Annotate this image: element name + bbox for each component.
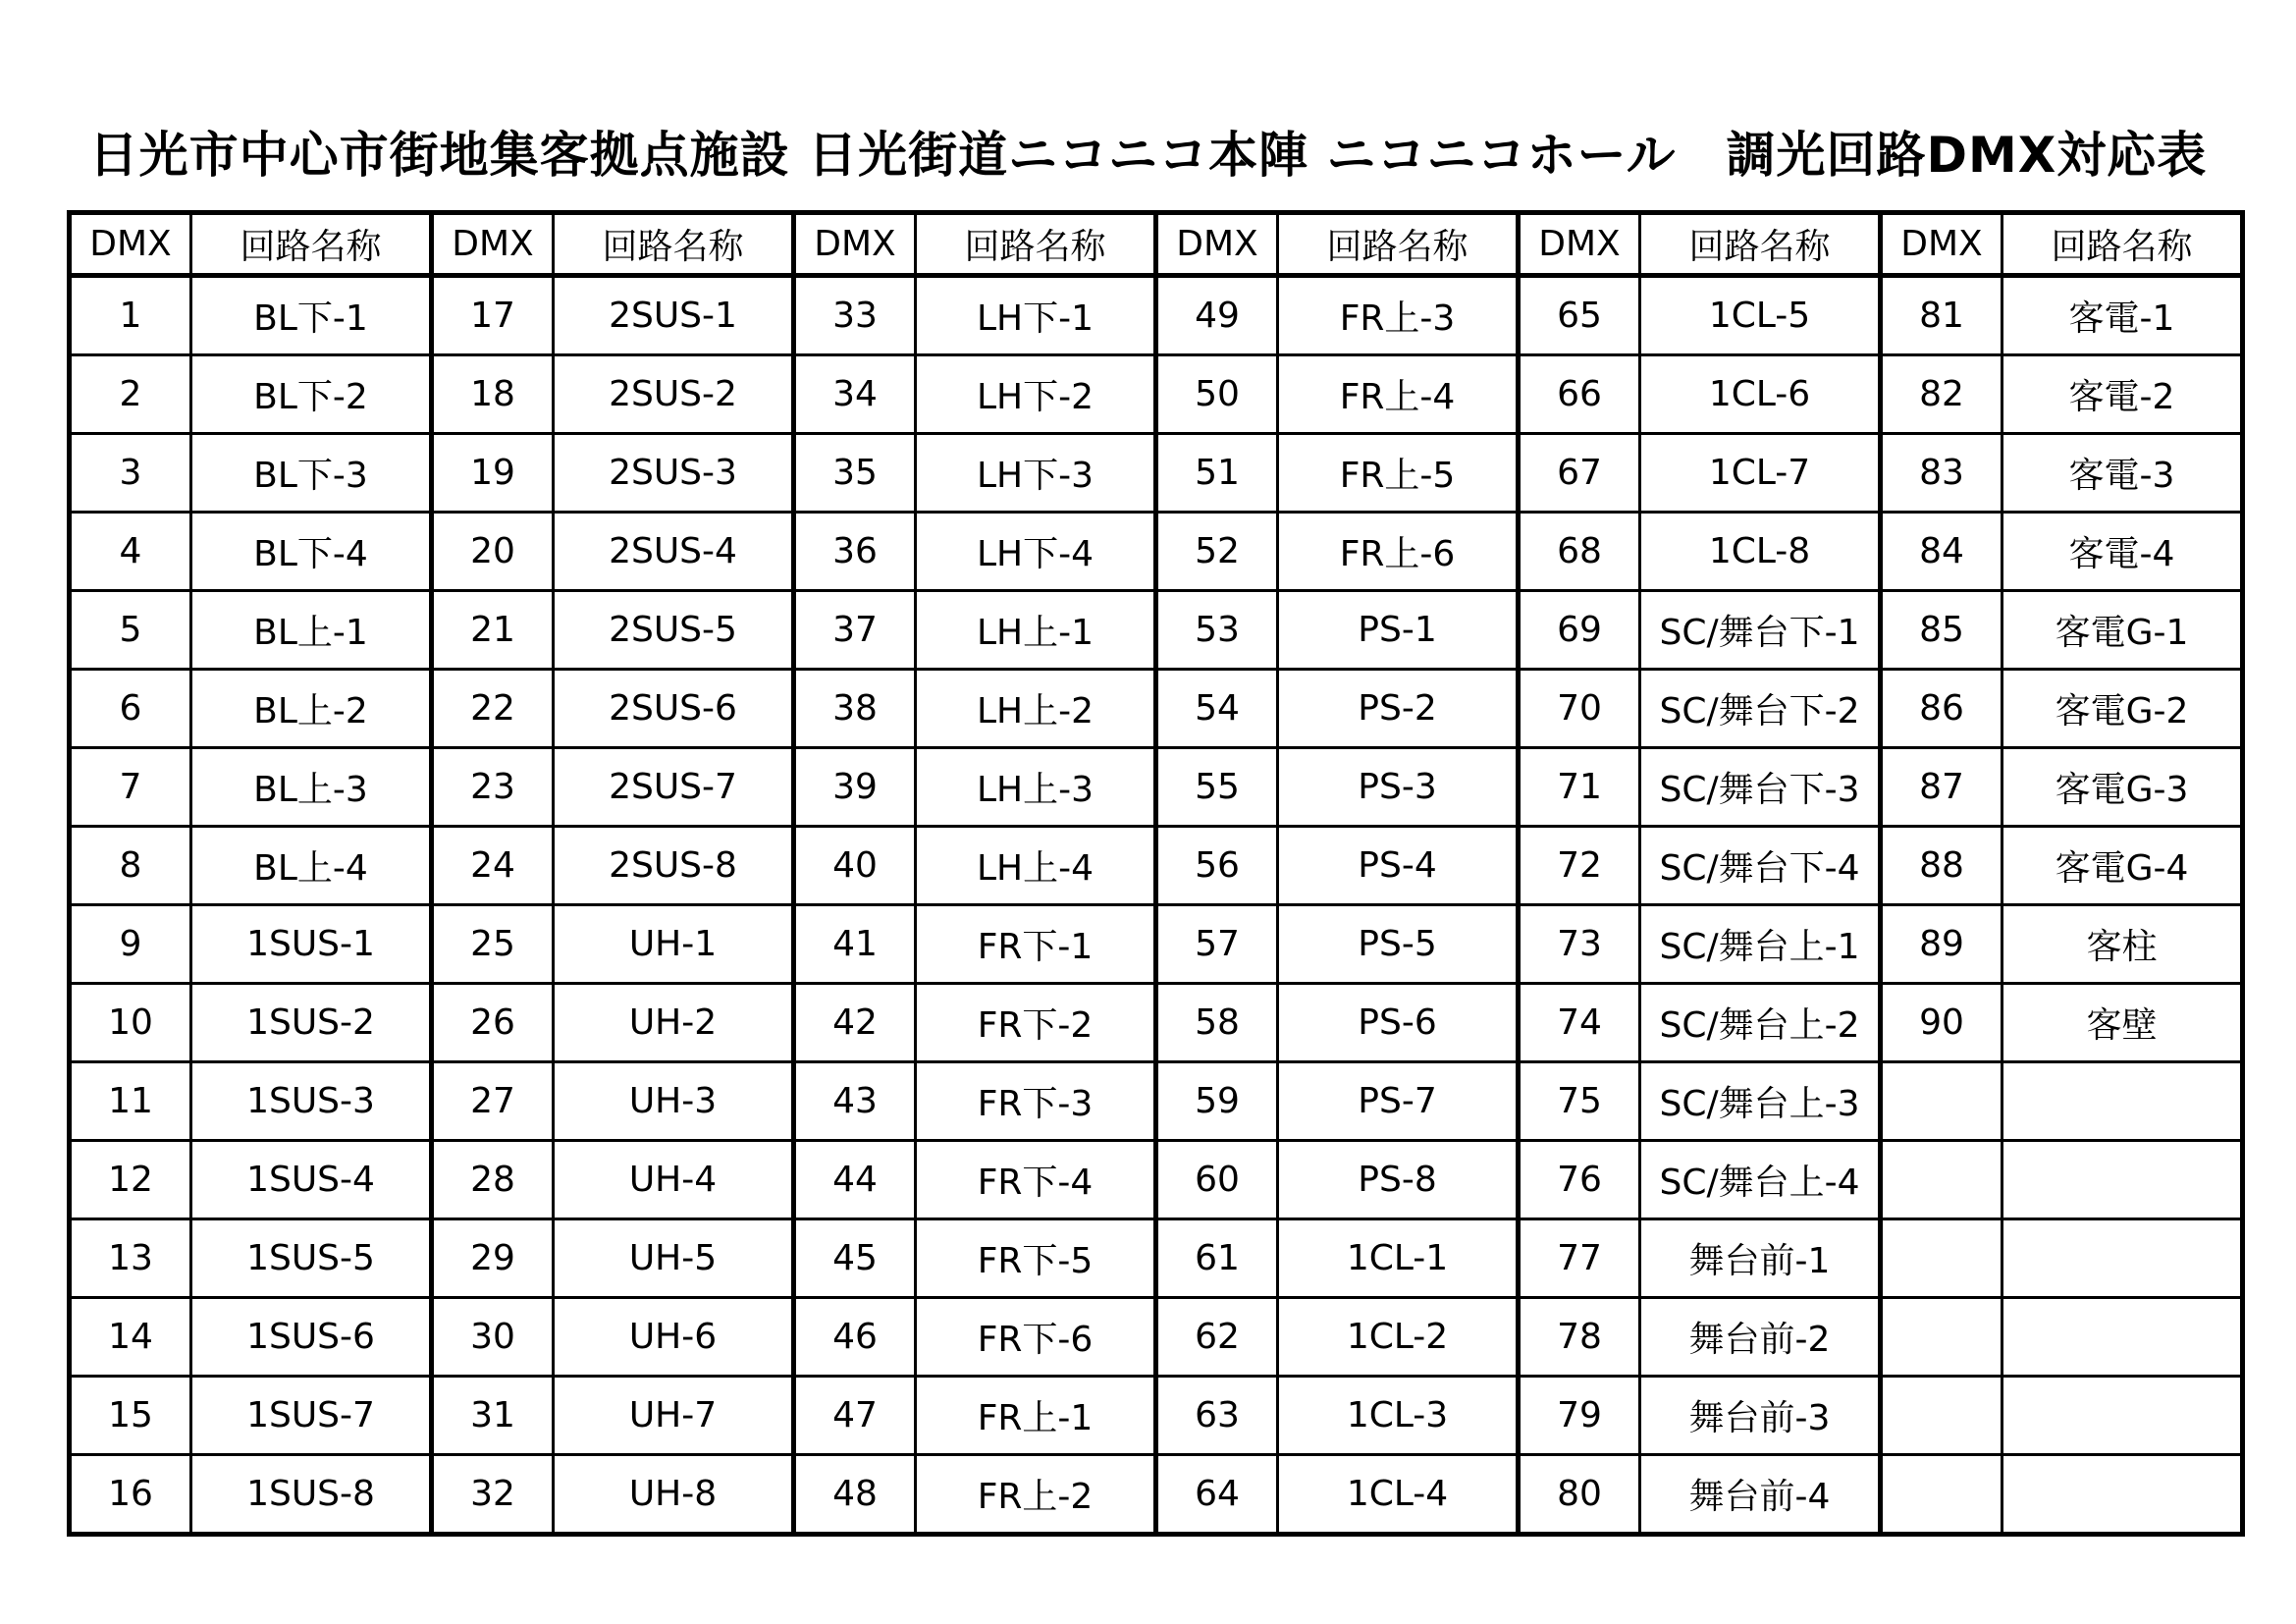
dmx-cell: 67 bbox=[1519, 434, 1640, 513]
table-row bbox=[70, 1062, 2243, 1141]
dmx-cell: 49 bbox=[1156, 276, 1278, 355]
circuit-name-cell: FR下-1 bbox=[916, 905, 1156, 984]
table-row bbox=[70, 434, 2243, 513]
dmx-cell: 26 bbox=[432, 984, 554, 1062]
circuit-name-cell: 客電-1 bbox=[2002, 276, 2243, 355]
dmx-cell: 56 bbox=[1156, 827, 1278, 905]
dmx-cell: 82 bbox=[1881, 355, 2002, 434]
circuit-name-cell: FR下-5 bbox=[916, 1219, 1156, 1298]
dmx-cell: 33 bbox=[794, 276, 916, 355]
dmx-cell: 58 bbox=[1156, 984, 1278, 1062]
circuit-name-cell: BL下-1 bbox=[191, 276, 432, 355]
circuit-name-cell: 1CL-5 bbox=[1640, 276, 1881, 355]
circuit-name-cell: 1SUS-2 bbox=[191, 984, 432, 1062]
circuit-name-cell: SC/舞台下-2 bbox=[1640, 670, 1881, 748]
table-row bbox=[70, 1377, 2243, 1455]
circuit-name-cell: PS-3 bbox=[1278, 748, 1519, 827]
circuit-name-cell: PS-6 bbox=[1278, 984, 1519, 1062]
circuit-name-cell: 客壁 bbox=[2002, 984, 2243, 1062]
circuit-name-cell: BL下-2 bbox=[191, 355, 432, 434]
circuit-name-cell: FR下-2 bbox=[916, 984, 1156, 1062]
dmx-cell: 9 bbox=[70, 905, 191, 984]
circuit-name-cell: LH下-4 bbox=[916, 513, 1156, 591]
dmx-cell bbox=[1881, 1377, 2002, 1455]
dmx-cell: 35 bbox=[794, 434, 916, 513]
circuit-name-cell: 1SUS-3 bbox=[191, 1062, 432, 1141]
dmx-cell: 3 bbox=[70, 434, 191, 513]
circuit-name-cell: SC/舞台上-1 bbox=[1640, 905, 1881, 984]
dmx-cell: 70 bbox=[1519, 670, 1640, 748]
page-title: 日光市中心市街地集客拠点施設 日光街道ニコニコ本陣 ニコニコホール 調光回路DMX対応表 bbox=[88, 127, 2208, 184]
circuit-name-cell: PS-1 bbox=[1278, 591, 1519, 670]
dmx-cell: 20 bbox=[432, 513, 554, 591]
dmx-cell: 11 bbox=[70, 1062, 191, 1141]
circuit-name-cell: FR上-4 bbox=[1278, 355, 1519, 434]
dmx-cell: 54 bbox=[1156, 670, 1278, 748]
table-row bbox=[70, 276, 2243, 355]
dmx-cell: 31 bbox=[432, 1377, 554, 1455]
dmx-cell: 62 bbox=[1156, 1298, 1278, 1377]
circuit-name-cell: 客電G-2 bbox=[2002, 670, 2243, 748]
dmx-cell: 83 bbox=[1881, 434, 2002, 513]
dmx-cell: 41 bbox=[794, 905, 916, 984]
circuit-name-cell: 1SUS-4 bbox=[191, 1141, 432, 1219]
circuit-name-cell: UH-8 bbox=[554, 1455, 794, 1535]
dmx-cell: 12 bbox=[70, 1141, 191, 1219]
circuit-name-cell: 2SUS-6 bbox=[554, 670, 794, 748]
circuit-name-cell: 2SUS-5 bbox=[554, 591, 794, 670]
circuit-name-cell bbox=[2002, 1455, 2243, 1535]
circuit-name-cell: BL上-1 bbox=[191, 591, 432, 670]
circuit-name-cell: 1CL-1 bbox=[1278, 1219, 1519, 1298]
circuit-name-cell: UH-5 bbox=[554, 1219, 794, 1298]
dmx-cell: 47 bbox=[794, 1377, 916, 1455]
header-dmx: DMX bbox=[1156, 213, 1278, 276]
header-circuit-name: 回路名称 bbox=[916, 213, 1156, 276]
circuit-name-cell: 1CL-6 bbox=[1640, 355, 1881, 434]
circuit-name-cell: 2SUS-8 bbox=[554, 827, 794, 905]
circuit-name-cell: PS-8 bbox=[1278, 1141, 1519, 1219]
dmx-cell: 15 bbox=[70, 1377, 191, 1455]
dmx-cell: 87 bbox=[1881, 748, 2002, 827]
header-circuit-name: 回路名称 bbox=[554, 213, 794, 276]
circuit-name-cell: PS-5 bbox=[1278, 905, 1519, 984]
circuit-name-cell: 1SUS-1 bbox=[191, 905, 432, 984]
dmx-cell: 10 bbox=[70, 984, 191, 1062]
circuit-name-cell: 客電-2 bbox=[2002, 355, 2243, 434]
circuit-name-cell: 客電G-1 bbox=[2002, 591, 2243, 670]
dmx-cell: 28 bbox=[432, 1141, 554, 1219]
dmx-cell: 55 bbox=[1156, 748, 1278, 827]
circuit-name-cell: 2SUS-7 bbox=[554, 748, 794, 827]
dmx-cell: 78 bbox=[1519, 1298, 1640, 1377]
circuit-name-cell bbox=[2002, 1141, 2243, 1219]
dmx-cell: 77 bbox=[1519, 1219, 1640, 1298]
dmx-cell: 84 bbox=[1881, 513, 2002, 591]
dmx-cell: 42 bbox=[794, 984, 916, 1062]
dmx-cell: 29 bbox=[432, 1219, 554, 1298]
circuit-name-cell: LH上-2 bbox=[916, 670, 1156, 748]
dmx-cell: 39 bbox=[794, 748, 916, 827]
dmx-cell: 36 bbox=[794, 513, 916, 591]
header-circuit-name: 回路名称 bbox=[1278, 213, 1519, 276]
table-row bbox=[70, 513, 2243, 591]
circuit-name-cell: 1CL-3 bbox=[1278, 1377, 1519, 1455]
circuit-name-cell: SC/舞台下-4 bbox=[1640, 827, 1881, 905]
dmx-cell: 63 bbox=[1156, 1377, 1278, 1455]
dmx-cell: 89 bbox=[1881, 905, 2002, 984]
table-row bbox=[70, 591, 2243, 670]
dmx-cell: 48 bbox=[794, 1455, 916, 1535]
circuit-name-cell: 客電-4 bbox=[2002, 513, 2243, 591]
table-row bbox=[70, 1455, 2243, 1535]
circuit-name-cell: 2SUS-4 bbox=[554, 513, 794, 591]
dmx-cell: 68 bbox=[1519, 513, 1640, 591]
dmx-cell bbox=[1881, 1298, 2002, 1377]
dmx-cell: 17 bbox=[432, 276, 554, 355]
circuit-name-cell bbox=[2002, 1062, 2243, 1141]
dmx-cell: 71 bbox=[1519, 748, 1640, 827]
dmx-cell: 37 bbox=[794, 591, 916, 670]
dmx-cell: 25 bbox=[432, 905, 554, 984]
circuit-name-cell: 1CL-7 bbox=[1640, 434, 1881, 513]
dmx-cell: 57 bbox=[1156, 905, 1278, 984]
circuit-name-cell: FR上-2 bbox=[916, 1455, 1156, 1535]
dmx-cell: 45 bbox=[794, 1219, 916, 1298]
dmx-cell: 65 bbox=[1519, 276, 1640, 355]
dmx-cell: 81 bbox=[1881, 276, 2002, 355]
dmx-cell: 21 bbox=[432, 591, 554, 670]
circuit-name-cell: 舞台前-2 bbox=[1640, 1298, 1881, 1377]
dmx-cell: 14 bbox=[70, 1298, 191, 1377]
circuit-name-cell bbox=[2002, 1219, 2243, 1298]
dmx-cell: 72 bbox=[1519, 827, 1640, 905]
header-dmx: DMX bbox=[1881, 213, 2002, 276]
table-row bbox=[70, 905, 2243, 984]
dmx-cell: 34 bbox=[794, 355, 916, 434]
table-row bbox=[70, 748, 2243, 827]
circuit-name-cell: 舞台前-1 bbox=[1640, 1219, 1881, 1298]
circuit-name-cell: 客電-3 bbox=[2002, 434, 2243, 513]
table-row bbox=[70, 355, 2243, 434]
circuit-name-cell: FR上-1 bbox=[916, 1377, 1156, 1455]
dmx-cell: 59 bbox=[1156, 1062, 1278, 1141]
circuit-name-cell: SC/舞台上-2 bbox=[1640, 984, 1881, 1062]
circuit-name-cell: UH-2 bbox=[554, 984, 794, 1062]
dmx-cell: 13 bbox=[70, 1219, 191, 1298]
dmx-cell: 51 bbox=[1156, 434, 1278, 513]
circuit-name-cell: FR下-6 bbox=[916, 1298, 1156, 1377]
dmx-cell: 90 bbox=[1881, 984, 2002, 1062]
circuit-name-cell: LH下-2 bbox=[916, 355, 1156, 434]
dmx-cell: 18 bbox=[432, 355, 554, 434]
circuit-name-cell: UH-4 bbox=[554, 1141, 794, 1219]
circuit-name-cell: BL下-3 bbox=[191, 434, 432, 513]
table-row bbox=[70, 827, 2243, 905]
circuit-name-cell: UH-3 bbox=[554, 1062, 794, 1141]
circuit-name-cell: FR下-3 bbox=[916, 1062, 1156, 1141]
circuit-name-cell: 舞台前-3 bbox=[1640, 1377, 1881, 1455]
dmx-cell: 50 bbox=[1156, 355, 1278, 434]
circuit-name-cell: 1SUS-6 bbox=[191, 1298, 432, 1377]
header-dmx: DMX bbox=[794, 213, 916, 276]
dmx-cell: 76 bbox=[1519, 1141, 1640, 1219]
dmx-cell: 24 bbox=[432, 827, 554, 905]
table-row bbox=[70, 1219, 2243, 1298]
dmx-cell: 46 bbox=[794, 1298, 916, 1377]
dmx-cell: 80 bbox=[1519, 1455, 1640, 1535]
circuit-name-cell: 客柱 bbox=[2002, 905, 2243, 984]
circuit-name-cell: BL上-3 bbox=[191, 748, 432, 827]
dmx-cell: 44 bbox=[794, 1141, 916, 1219]
dmx-cell bbox=[1881, 1141, 2002, 1219]
dmx-cell: 38 bbox=[794, 670, 916, 748]
circuit-name-cell: PS-4 bbox=[1278, 827, 1519, 905]
circuit-name-cell: 2SUS-1 bbox=[554, 276, 794, 355]
circuit-name-cell: UH-1 bbox=[554, 905, 794, 984]
dmx-cell: 60 bbox=[1156, 1141, 1278, 1219]
dmx-cell: 52 bbox=[1156, 513, 1278, 591]
header-dmx: DMX bbox=[432, 213, 554, 276]
dmx-cell: 79 bbox=[1519, 1377, 1640, 1455]
header-circuit-name: 回路名称 bbox=[2002, 213, 2243, 276]
dmx-cell: 85 bbox=[1881, 591, 2002, 670]
dmx-cell: 4 bbox=[70, 513, 191, 591]
circuit-name-cell: 2SUS-2 bbox=[554, 355, 794, 434]
circuit-name-cell: SC/舞台上-3 bbox=[1640, 1062, 1881, 1141]
circuit-name-cell: SC/舞台下-3 bbox=[1640, 748, 1881, 827]
table-row bbox=[70, 670, 2243, 748]
circuit-name-cell: PS-2 bbox=[1278, 670, 1519, 748]
circuit-name-cell: 客電G-4 bbox=[2002, 827, 2243, 905]
circuit-name-cell: BL上-4 bbox=[191, 827, 432, 905]
dmx-cell: 32 bbox=[432, 1455, 554, 1535]
dmx-cell: 69 bbox=[1519, 591, 1640, 670]
header-dmx: DMX bbox=[1519, 213, 1640, 276]
dmx-cell: 53 bbox=[1156, 591, 1278, 670]
dmx-cell: 19 bbox=[432, 434, 554, 513]
circuit-name-cell: 1SUS-7 bbox=[191, 1377, 432, 1455]
circuit-name-cell: LH下-3 bbox=[916, 434, 1156, 513]
circuit-name-cell: UH-7 bbox=[554, 1377, 794, 1455]
table-row bbox=[70, 984, 2243, 1062]
table-body bbox=[70, 276, 2243, 1535]
dmx-cell: 27 bbox=[432, 1062, 554, 1141]
dmx-cell: 75 bbox=[1519, 1062, 1640, 1141]
circuit-name-cell: SC/舞台下-1 bbox=[1640, 591, 1881, 670]
header-dmx: DMX bbox=[70, 213, 191, 276]
dmx-cell: 86 bbox=[1881, 670, 2002, 748]
dmx-cell: 8 bbox=[70, 827, 191, 905]
dmx-cell: 64 bbox=[1156, 1455, 1278, 1535]
dmx-cell: 88 bbox=[1881, 827, 2002, 905]
header-circuit-name: 回路名称 bbox=[1640, 213, 1881, 276]
circuit-name-cell: 2SUS-3 bbox=[554, 434, 794, 513]
dmx-cell: 40 bbox=[794, 827, 916, 905]
circuit-name-cell: 1CL-8 bbox=[1640, 513, 1881, 591]
dmx-cell: 61 bbox=[1156, 1219, 1278, 1298]
dmx-cell: 5 bbox=[70, 591, 191, 670]
circuit-name-cell: 1CL-4 bbox=[1278, 1455, 1519, 1535]
circuit-name-cell bbox=[2002, 1298, 2243, 1377]
circuit-name-cell: LH上-4 bbox=[916, 827, 1156, 905]
circuit-name-cell: LH下-1 bbox=[916, 276, 1156, 355]
header-circuit-name: 回路名称 bbox=[191, 213, 432, 276]
circuit-name-cell: LH上-3 bbox=[916, 748, 1156, 827]
dmx-cell: 22 bbox=[432, 670, 554, 748]
circuit-name-cell: FR下-4 bbox=[916, 1141, 1156, 1219]
circuit-name-cell bbox=[2002, 1377, 2243, 1455]
dmx-cell: 16 bbox=[70, 1455, 191, 1535]
circuit-name-cell: BL上-2 bbox=[191, 670, 432, 748]
circuit-name-cell: SC/舞台上-4 bbox=[1640, 1141, 1881, 1219]
dmx-cell bbox=[1881, 1062, 2002, 1141]
circuit-name-cell: 客電G-3 bbox=[2002, 748, 2243, 827]
circuit-name-cell: BL下-4 bbox=[191, 513, 432, 591]
dmx-cell: 73 bbox=[1519, 905, 1640, 984]
circuit-name-cell: UH-6 bbox=[554, 1298, 794, 1377]
dmx-cell: 2 bbox=[70, 355, 191, 434]
dmx-cell: 1 bbox=[70, 276, 191, 355]
table-row bbox=[70, 1298, 2243, 1377]
circuit-name-cell: FR上-6 bbox=[1278, 513, 1519, 591]
circuit-name-cell: 舞台前-4 bbox=[1640, 1455, 1881, 1535]
dmx-cell: 6 bbox=[70, 670, 191, 748]
dmx-cell bbox=[1881, 1455, 2002, 1535]
circuit-name-cell: FR上-5 bbox=[1278, 434, 1519, 513]
circuit-name-cell: 1SUS-5 bbox=[191, 1219, 432, 1298]
dmx-cell: 7 bbox=[70, 748, 191, 827]
circuit-name-cell: FR上-3 bbox=[1278, 276, 1519, 355]
dmx-cell bbox=[1881, 1219, 2002, 1298]
circuit-name-cell: 1CL-2 bbox=[1278, 1298, 1519, 1377]
circuit-name-cell: LH上-1 bbox=[916, 591, 1156, 670]
dmx-cell: 23 bbox=[432, 748, 554, 827]
table-header-row bbox=[70, 213, 2243, 276]
table-row bbox=[70, 1141, 2243, 1219]
dmx-circuit-table bbox=[67, 210, 2245, 1537]
circuit-name-cell: 1SUS-8 bbox=[191, 1455, 432, 1535]
dmx-cell: 30 bbox=[432, 1298, 554, 1377]
dmx-cell: 43 bbox=[794, 1062, 916, 1141]
dmx-cell: 74 bbox=[1519, 984, 1640, 1062]
dmx-cell: 66 bbox=[1519, 355, 1640, 434]
circuit-name-cell: PS-7 bbox=[1278, 1062, 1519, 1141]
